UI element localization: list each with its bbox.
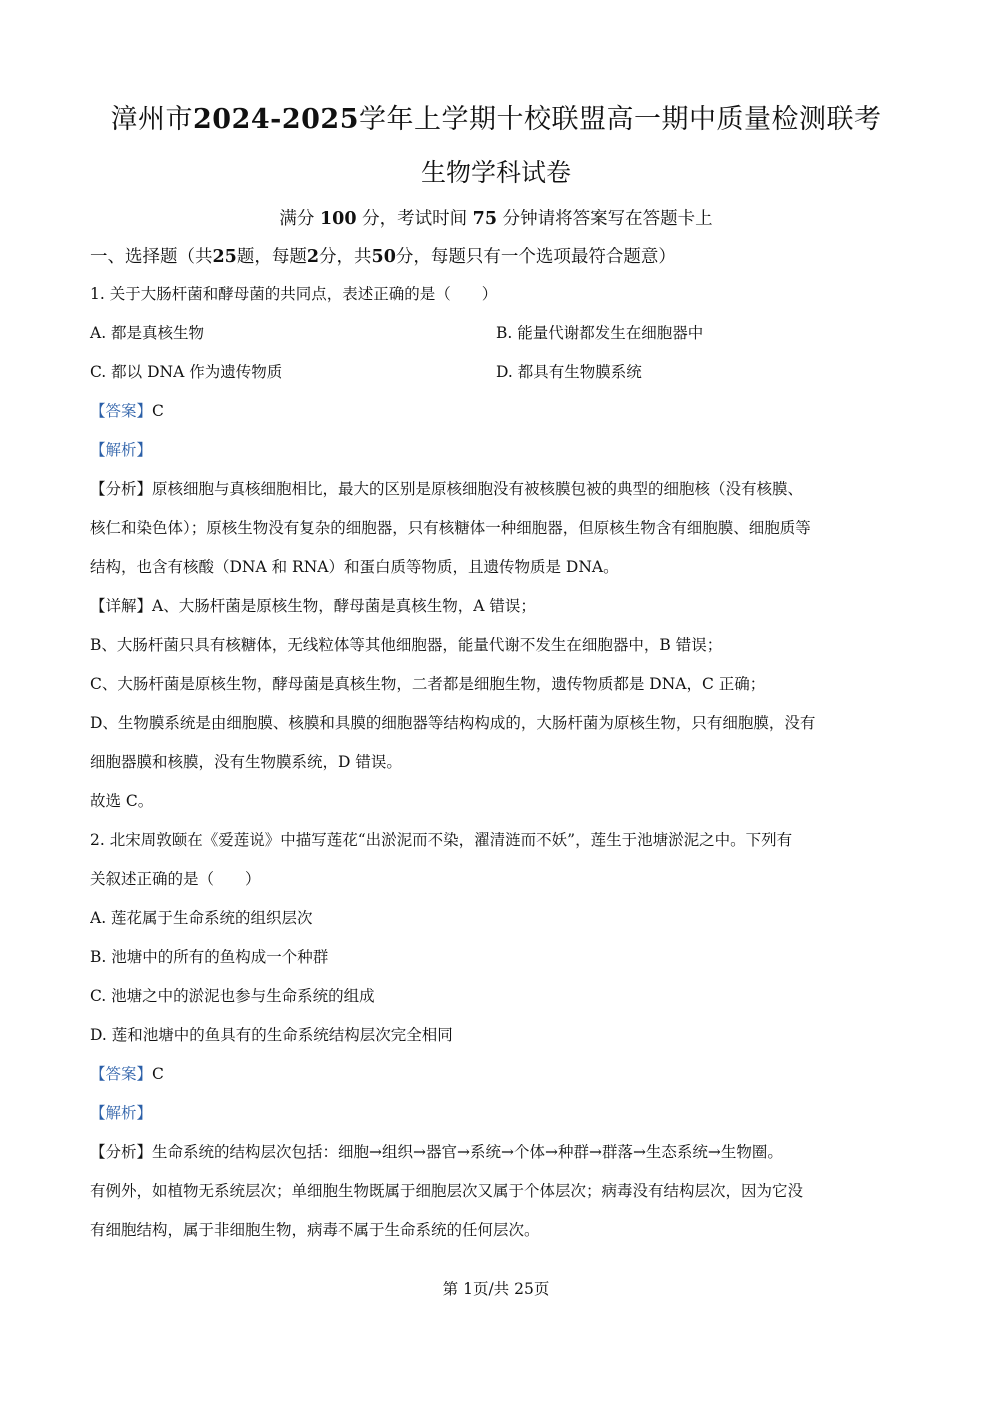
- question-2-stem: 关叙述正确的是（ ）: [90, 870, 261, 888]
- question-2-option-a: A. 莲花属于生命系统的组织层次: [90, 909, 313, 927]
- question-1-option-c: C. 都以 DNA 作为遗传物质: [90, 363, 283, 381]
- question-1-detail-line: 【详解】A、大肠杆菌是原核生物，酵母菌是真核生物，A 错误；: [90, 597, 536, 615]
- question-1-detail-line: C、大肠杆菌是原核生物，酵母菌是真核生物，二者都是细胞生物，遗传物质都是 DNA，C 正确；: [90, 675, 766, 693]
- question-2-stem: 2. 北宋周敦颐在《爱莲说》中描写莲花“出淤泥而不染，濯清涟而不妖”，莲生于池塘淤泥之中。下列有: [90, 831, 793, 849]
- exam-title: [0, 100, 992, 140]
- question-1-options-row-1: [90, 316, 905, 355]
- question-1-stem: 1. 关于大肠杆菌和酵母菌的共同点，表述正确的是（ ）: [90, 285, 498, 303]
- question-2-analysis-label: 【解析】: [90, 1104, 153, 1122]
- question-1-option-d: D. 都具有生物膜系统: [496, 363, 642, 381]
- exam-subtitle: 生物学科试卷: [420, 158, 571, 187]
- title-year: 2024-2025: [193, 104, 359, 135]
- question-1-detail-line: B、大肠杆菌只具有核糖体，无线粒体等其他细胞器，能量代谢不发生在细胞器中，B 错误；: [90, 636, 723, 654]
- question-1-option-b: B. 能量代谢都发生在细胞器中: [496, 324, 704, 342]
- question-1-conclusion: 故选 C。: [90, 792, 154, 810]
- question-1-detail-line: 细胞器膜和核膜，没有生物膜系统，D 错误。: [90, 753, 402, 771]
- question-1-answer: 【答案】C: [90, 402, 164, 420]
- question-2-fenxi-line: 【分析】生命系统的结构层次包括：细胞→组织→器官→系统→个体→种群→群落→生态系统→生物圈。: [90, 1143, 783, 1161]
- question-1-fenxi-line: 【分析】原核细胞与真核细胞相比，最大的区别是原核细胞没有被核膜包被的典型的细胞核（没有核膜、: [90, 480, 804, 498]
- question-1-detail-line: D、生物膜系统是由细胞膜、核膜和具膜的细胞器等结构构成的，大肠杆菌为原核生物，只有细胞膜，没有: [90, 714, 816, 732]
- question-1-fenxi-line: 核仁和染色体）；原核生物没有复杂的细胞器，只有核糖体一种细胞器，但原核生物含有细胞膜、细胞质等: [90, 519, 811, 537]
- question-1-option-a: A. 都是真核生物: [90, 324, 205, 342]
- title-prefix: 漳州市: [110, 104, 193, 135]
- exam-content: [90, 240, 905, 1252]
- question-2-answer: 【答案】C: [90, 1065, 164, 1083]
- question-1-fenxi-line: 结构，也含有核酸（DNA 和 RNA）和蛋白质等物质，且遗传物质是 DNA。: [90, 558, 619, 576]
- question-2-fenxi-line: 有例外，如植物无系统层次；单细胞生物既属于细胞层次又属于个体层次；病毒没有结构层次，因为它没: [90, 1182, 804, 1200]
- section-heading: 一、选择题（共25题，每题2分，共50分，每题只有一个选项最符合题意）: [90, 247, 676, 267]
- question-2-option-c: C. 池塘之中的淤泥也参与生命系统的组成: [90, 987, 375, 1005]
- question-2-fenxi-line: 有细胞结构，属于非细胞生物，病毒不属于生命系统的任何层次。: [90, 1221, 540, 1239]
- title-suffix: 学年上学期十校联盟高一期中质量检测联考: [359, 104, 882, 135]
- question-1-options-row-2: [90, 355, 905, 394]
- question-2-option-d: D. 莲和池塘中的鱼具有的生命系统结构层次完全相同: [90, 1026, 453, 1044]
- question-2-option-b: B. 池塘中的所有的鱼构成一个种群: [90, 948, 329, 966]
- page-number: 第 1页/共 25页: [442, 1280, 550, 1298]
- exam-info: 满分 100 分，考试时间 75 分钟请将答案写在答题卡上: [279, 209, 713, 229]
- question-1-analysis-label: 【解析】: [90, 441, 153, 459]
